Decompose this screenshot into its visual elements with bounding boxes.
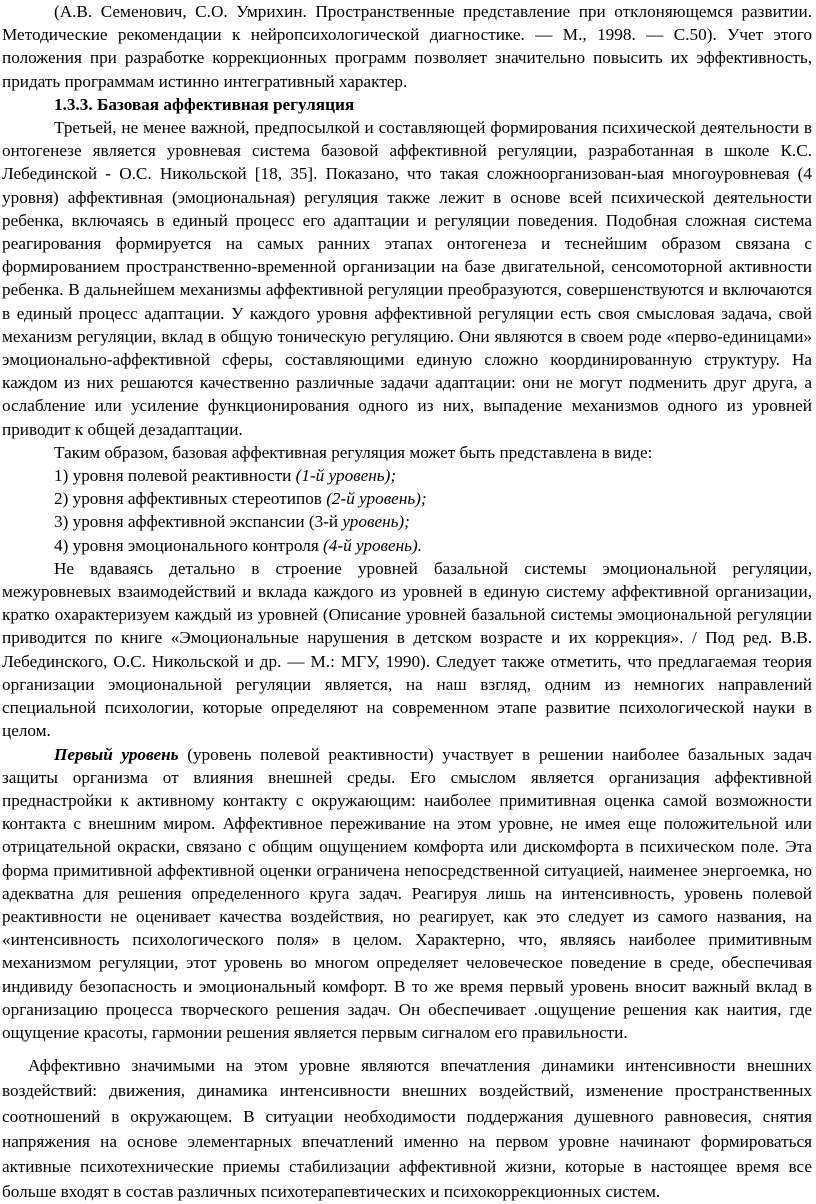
section-heading: 1.3.3. Базовая аффективная регуляция <box>54 94 355 114</box>
level-item-tag: (1-й уровень); <box>295 466 397 486</box>
paragraph-4-text: (уровень полевой реактивности) участвует в решении наиболее базальных задач защиты организма от влияния внешней среды. Его смыслом является организация аффективной преднастройки к активному контакту с окружающим: наиболее примитивная оценка самой возможности контакта с внешним миром. Аффективное переживание на этом уровне, не имея еще положительной или отрицательной окраски, связано с общим ощущением комфорта или дискомфорта в психическом поле. Эта форма примитивной аффективной оценки ограничена непосредственной ситуацией, наименее энергоемка, но адекватна для решения определенного круга задач. Реагируя лишь на интенсивность, уровень полевой реактивности не оценивает качества воздействия, но реагирует, как это следует из самого названия, на «интенсивность психологического поля» в целом. Характерно, что, являясь наиболее примитивным механизмом регуляции, этот уровень во многом определяет человеческое поведение в среде, обеспечивая индивиду безопасность и эмоциональный комфорт. В то же время первый уровень вносит важный вклад в организацию процесса творческого решения задач. Он обеспечивает .ощущение решения как наития, где ощущение красоты, гармонии решения является первым сигналом его правильности. <box>2 744 812 1042</box>
level-item-tag: (2-й уровень); <box>326 489 427 509</box>
level-item-tag: уровень); <box>342 512 410 532</box>
level-item-tag: (4-й уровень). <box>323 535 423 555</box>
level-item-4 <box>2 534 812 557</box>
level-item-text: 2) уровня аффективных стереотипов <box>54 489 327 509</box>
paragraph-2: Таким образом, базовая аффективная регуляция может быть представлена в виде: <box>54 442 653 462</box>
paragraph-4 <box>2 743 812 1045</box>
paragraph-1: Третьей, не менее важной, предпосылкой и составляющей формирования психической деятельности в онтогенезе является уровневая система базовой аффективной регуляции, разработанная в школе К.С. Лебединской - О.С. Никольской [18, 35]. Показано, что такая сложноорганизован-ыая многоуровневая (4 уровня) аффективная (эмоциональная) регуляция также лежит в основе всей психической деятельности ребенка, включаясь в единый процесс его адаптации и регуляции поведения. Подобная сложная система реагирования формируется на самых ранних этапах онтогенеза и теснейшим образом связана с формированием пространственно-временной организации на базе двигательной, сенсомоторной активности ребенка. В дальнейшем механизмы аффективной регуляции преобразуются, совершенствуются и включаются в единый процесс адаптации. У каждого уровня аффективной регуляции есть своя смысловая задача, свой механизм регуляции, вклад в общую тоническую регуляцию. Они являются в своем роде «перво-единицами» эмоционально-аффективной сферы, составляющими единую сложно координированную структуру. На каждом из них решаются качественно различные задачи адаптации: они не могут подменить друг друга, а ослабление или усиление функционирования одного из них, выпадение механизмов одного из уровней приводит к общей дезадаптации. <box>2 118 812 439</box>
level-item-3 <box>2 510 812 533</box>
paragraph-3: Не вдаваясь детально в строение уровней базальной системы эмоциональной регуляции, межуровневых взаимодействий и вклада каждого из уровней в единую систему аффективной организации, кратко охарактеризуем каждый из уровней (Описание уровней базальной системы эмоциональной регуляции приводится по книге «Эмоциональные нарушения в детском возрасте и их коррекция». / Под ред. В.В. Лебединского, О.С. Никольской и др. — М.: МГУ, 1990). Следует также отметить, что предлагаемая теория организации эмоциональной регуляции является, на наш взгляд, одним из немногих направлений специальной психологии, которые определяют на современном этапе развитие психологической науки в целом. <box>2 558 812 741</box>
level-item-1 <box>2 464 812 487</box>
level-item-text: 3) уровня аффективной экспансии (3-й <box>54 512 343 532</box>
first-level-term: Первый уровень <box>54 744 179 764</box>
paragraph-intro: (А.В. Семенович, С.О. Умрихин. Пространственные представление при отклоняющемся развитии. Методические рекомендации к нейропсихологической диагностике. — М., 1998. — С.50). Учет этого положения при разработке коррекционных программ позволяет значительно повысить их эффективность, придать программам истинно интегративный характер. <box>2 2 812 91</box>
level-item-text: 1) уровня полевой реактивности <box>54 466 296 486</box>
paragraph-5: Аффективно значимыми на этом уровне являются впечатления динамики интенсивности внешних воздействий: движения, динамика интенсивности внешних воздействий, изменение пространственных соотношений в окружающем. В ситуации необходимости поддержания душевного равновесия, снятия напряжения на основе элементарных впечатлений именно на первом уровне начинают формироваться активные психотехнические приемы стабилизации аффективной жизни, которые в настоящее время все больше входят в состав различных психотерапевтических и психокоррекционных систем. <box>2 1056 812 1202</box>
level-item-2 <box>2 487 812 510</box>
level-item-text: 4) уровня эмоционального контроля <box>54 535 324 555</box>
